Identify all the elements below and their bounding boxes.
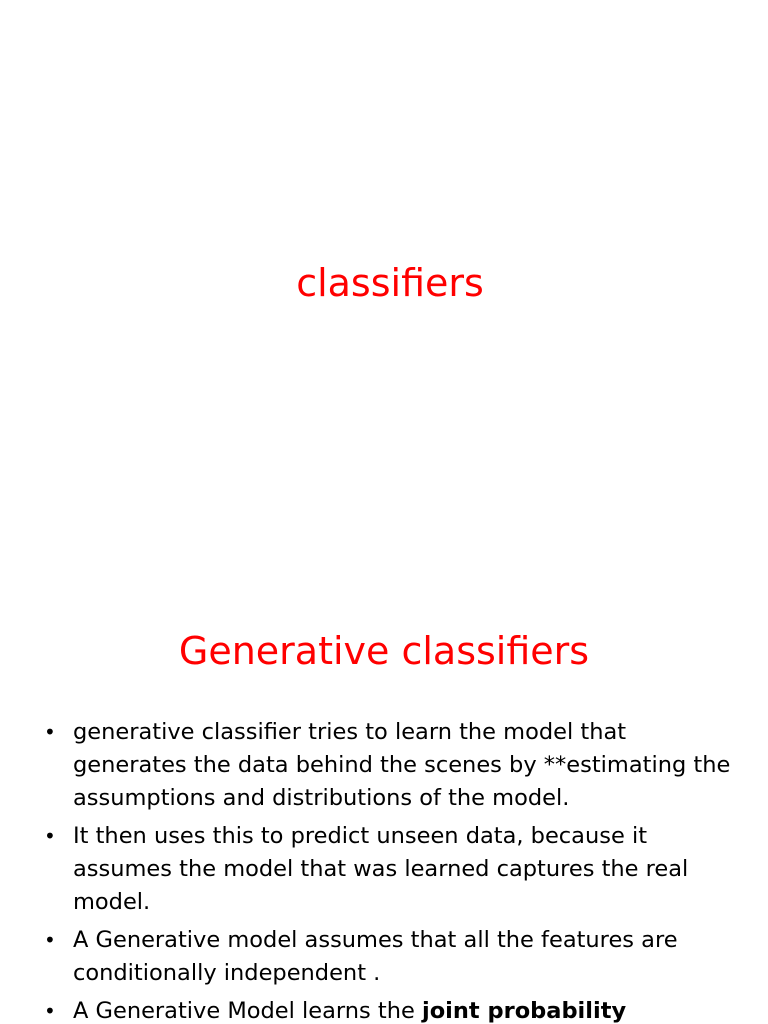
bullet-text: A Generative Model learns the bbox=[73, 998, 423, 1024]
bullet-bold-text: joint probability bbox=[422, 998, 627, 1024]
bullet-icon: • bbox=[44, 999, 56, 1023]
bullet-item bbox=[44, 716, 744, 815]
slide-title: classifiers bbox=[296, 261, 484, 305]
bullet-icon: • bbox=[44, 824, 56, 848]
bullet-list bbox=[44, 716, 744, 1024]
bullet-text: generative classifier tries to learn the model that generates the data behind the scenes by **estimating the assumptions and distributions of the model. bbox=[73, 719, 731, 811]
bullet-item bbox=[44, 995, 744, 1024]
slide-2 bbox=[0, 576, 768, 1024]
bullet-text: It then uses this to predict unseen data, because it assumes the model that was learned captures the real model. bbox=[73, 823, 689, 915]
bullet-icon: • bbox=[44, 720, 56, 744]
bullet-item bbox=[44, 924, 744, 990]
bullet-item bbox=[44, 820, 744, 919]
bullet-text: A Generative model assumes that all the features are conditionally independent . bbox=[73, 927, 678, 986]
bullet-icon: • bbox=[44, 928, 56, 952]
slide-title: Generative classifiers bbox=[178, 629, 590, 673]
